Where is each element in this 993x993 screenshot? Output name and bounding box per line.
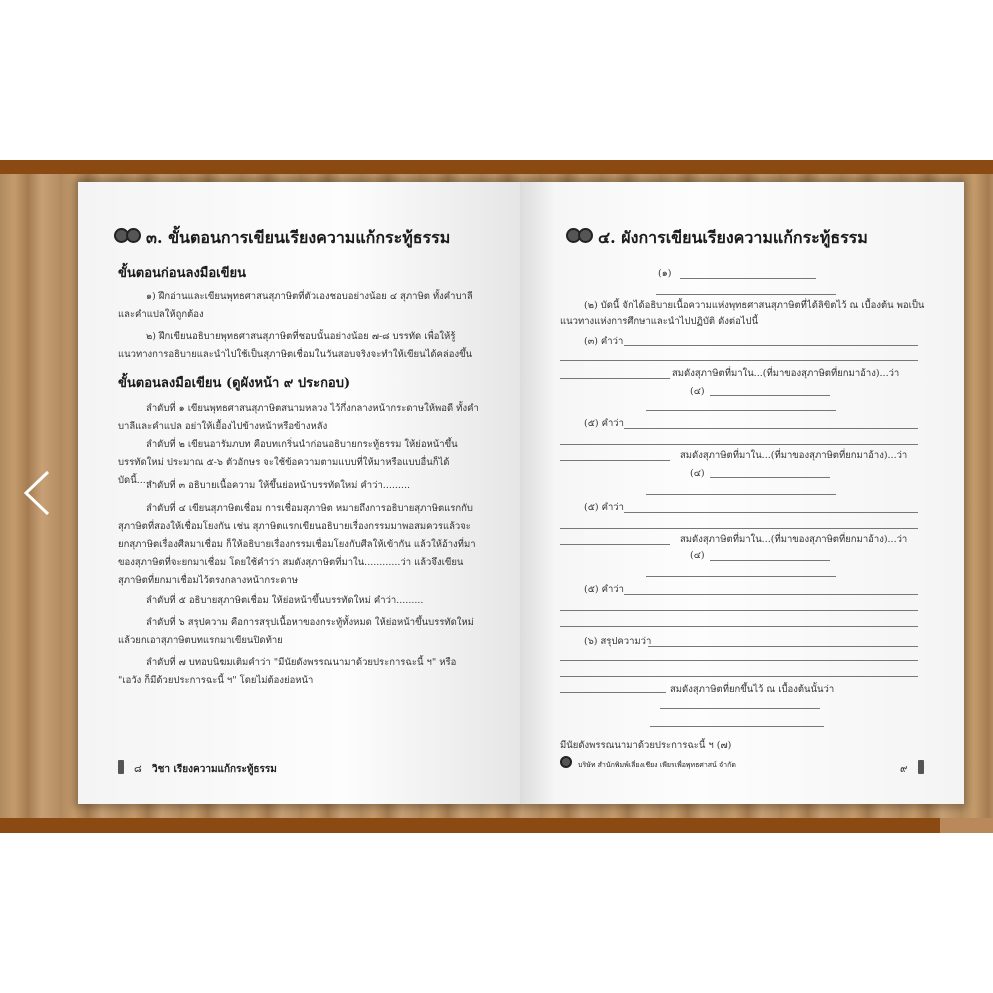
pencil-icon: [118, 760, 124, 774]
intro-paragraph: (๒) บัดนี้ จักได้อธิบายเนื้อความแห่งพุทธศาสนสุภาษิตที่ได้ลิขิตไว้ ณ เบื้องต้น พอเป็นแนวทางแห่งการศึกษาและนำไปปฏิบัติ ดังต่อไปนี้: [560, 300, 925, 327]
publisher-logo-icon: [560, 756, 572, 768]
item-number: (๔): [690, 386, 705, 397]
step-paragraph: ลำดับที่ ๔ เขียนสุภาษิตเชื่อม การเชื่อมสุภาษิต หมายถึงการอธิบายสุภาษิตแรกกับสุภาษิตที่สองให้เชื่อมโยงกัน เช่น สุภาษิตแรกเขียนอธิบายเรื่องกรรมมาพอสมควรแล้วจะยกสุภาษิตเรื่องศีลมาเชื่อม ก็ให้อธิบายเรื่องกรรมเชื่อมโยงกับศีลให้เข้ากัน แล้วให้อ้างที่มาของสุภาษิตที่จะยกมาเชื่อม โดยใช้คำว่า สมดังสุภาษิตที่มาใน............ว่า แล้วจึงเขียนสุภาษิตที่ยกมาเชื่อมไว้ตรงกลางหน้ากระดาษ: [118, 503, 476, 586]
blank-line: [560, 528, 918, 529]
step-paragraph: ลำดับที่ ๖ สรุปความ คือการสรุปเนื้อหาของกระทู้ทั้งหมด ให้ย่อหน้าขึ้นบรรทัดใหม่แล้วยกเอาสุภาษิตบทแรกมาเขียนปิดท้าย: [118, 617, 474, 646]
step-paragraph: ลำดับที่ ๒ เขียนอารัมภบท คือบทเกริ่นนำก่อนอธิบายกระทู้ธรรม ให้ย่อหน้าขึ้นบรรทัดใหม่ ประมาณ ๕-๖ ตัวอักษร จะใช้ข้อความตามแบบที่ให้มาหรือแบบอื่นก็ได้ บัดนี้......: [118, 439, 458, 486]
page-number: ๙: [900, 764, 908, 775]
shelf-bottom-edge: [0, 818, 940, 833]
item-number: (๔): [690, 550, 705, 561]
item-number: (๔): [690, 468, 705, 479]
blank-line: [560, 360, 918, 361]
blank-line: [560, 444, 918, 445]
blank-line: [646, 576, 836, 577]
step-paragraph: ลำดับที่ ๗ บทอบนิฆมเติมคำว่า "มีนัยดังพรรณนามาด้วยประการฉะนี้ ฯ" หรือ "เอวัง ก็มีด้วยประการฉะนี้ ฯ" โดยไม่ต้องย่อหน้า: [118, 657, 457, 686]
right-page: [520, 182, 964, 804]
item-number: (๑): [658, 268, 672, 279]
item-label: (๕) คำว่า: [584, 584, 624, 595]
paragraph: ๒) ฝึกเขียนอธิบายพุทธศาสนสุภาษิตที่ชอบนั้นอย่างน้อย ๗-๘ บรรทัด เพื่อให้รู้แนวทางการอธิบายและนำไปใช้เป็นสุภาษิตเชื่อมในวันสอบจริงจะทำให้เขียนได้คล่องขึ้น: [118, 331, 473, 360]
owl-icon: [566, 224, 592, 248]
blank-line: [560, 378, 670, 379]
closing-text: มีนัยดังพรรณนามาด้วยประการฉะนี้ ฯ (๗): [560, 740, 732, 751]
blank-line: [646, 494, 836, 495]
blank-line: [560, 692, 666, 693]
blank-line: [660, 708, 820, 709]
item-label: (๕) คำว่า: [584, 502, 624, 513]
shelf-bottom-edge-right: [940, 818, 993, 833]
blank-line: [680, 278, 816, 279]
blank-line: [560, 610, 918, 611]
item-label: (๖) สรุปความว่า: [584, 636, 652, 647]
reference-text: สมดังสุภาษิตที่มาใน...(ที่มาของสุภาษิตที่ยกมาอ้าง)...ว่า: [672, 368, 900, 379]
blank-line: [560, 626, 918, 627]
shelf-top-edge: [0, 160, 993, 174]
item-label: (๕) คำว่า: [584, 418, 624, 429]
pencil-icon: [918, 760, 924, 774]
reference-text: สมดังสุภาษิตที่มาใน...(ที่มาของสุภาษิตที่ยกมาอ้าง)...ว่า: [680, 450, 908, 461]
blank-line: [560, 544, 670, 545]
footer-title: วิชา เรียงความแก้กระทู้ธรรม: [152, 764, 277, 775]
blank-line: [656, 294, 836, 295]
page-number: ๘: [134, 764, 142, 775]
blank-line: [560, 676, 918, 677]
paragraph: ๑) ฝึกอ่านและเขียนพุทธศาสนสุภาษิตที่ตัวเองชอบอย่างน้อย ๔ สุภาษิต ทั้งคำบาลีและคำแปลให้ถูกต้อง: [118, 291, 473, 320]
section-subtitle: ขั้นตอนลงมือเขียน (ดูผังหน้า ๙ ประกอบ): [118, 376, 351, 391]
step-paragraph: ลำดับที่ ๑ เขียนพุทธศาสนสุภาษิตสนามหลวง ไว้กึ่งกลางหน้ากระดาษให้พอดี ทั้งคำบาลีและคำแปล อย่าให้เยื้องไปข้างหน้าหรือข้างหลัง: [118, 403, 479, 432]
blank-line: [624, 512, 918, 513]
reference-text: สมดังสุภาษิตที่มาใน...(ที่มาของสุภาษิตที่ยกมาอ้าง)...ว่า: [680, 534, 908, 545]
blank-line: [560, 660, 918, 661]
blank-line: [560, 460, 670, 461]
chevron-left-icon[interactable]: [22, 470, 52, 516]
reference-text: สมดังสุภาษิตที่ยกขึ้นไว้ ณ เบื้องต้นนั้นว่า: [670, 684, 835, 695]
blank-line: [624, 428, 918, 429]
blank-line: [710, 560, 830, 561]
blank-line: [648, 646, 918, 647]
blank-line: [710, 395, 830, 396]
item-label: (๓) คำว่า: [584, 336, 624, 347]
left-page: [78, 182, 520, 804]
blank-line: [710, 477, 830, 478]
section-subtitle: ขั้นตอนก่อนลงมือเขียน: [118, 266, 247, 281]
blank-line: [650, 726, 824, 727]
step-paragraph: ลำดับที่ ๓ อธิบายเนื้อความ ให้ขึ้นย่อหน้าบรรทัดใหม่ คำว่า.........: [146, 480, 410, 491]
owl-icon: [114, 224, 140, 248]
blank-line: [646, 410, 836, 411]
page-heading: ๔. ผังการเขียนเรียงความแก้กระทู้ธรรม: [598, 228, 868, 247]
step-paragraph: ลำดับที่ ๕ อธิบายสุภาษิตเชื่อม ให้ย่อหน้าขึ้นบรรทัดใหม่ คำว่า.........: [146, 595, 424, 606]
blank-line: [624, 345, 918, 346]
blank-line: [624, 594, 918, 595]
page-heading: ๓. ขั้นตอนการเขียนเรียงความแก้กระทู้ธรรม: [146, 228, 451, 247]
publisher-name: บริษัท สำนักพิมพ์เลี่ยงเชียง เพียรเพื่อพุทธศาสน์ จำกัด: [578, 761, 736, 769]
